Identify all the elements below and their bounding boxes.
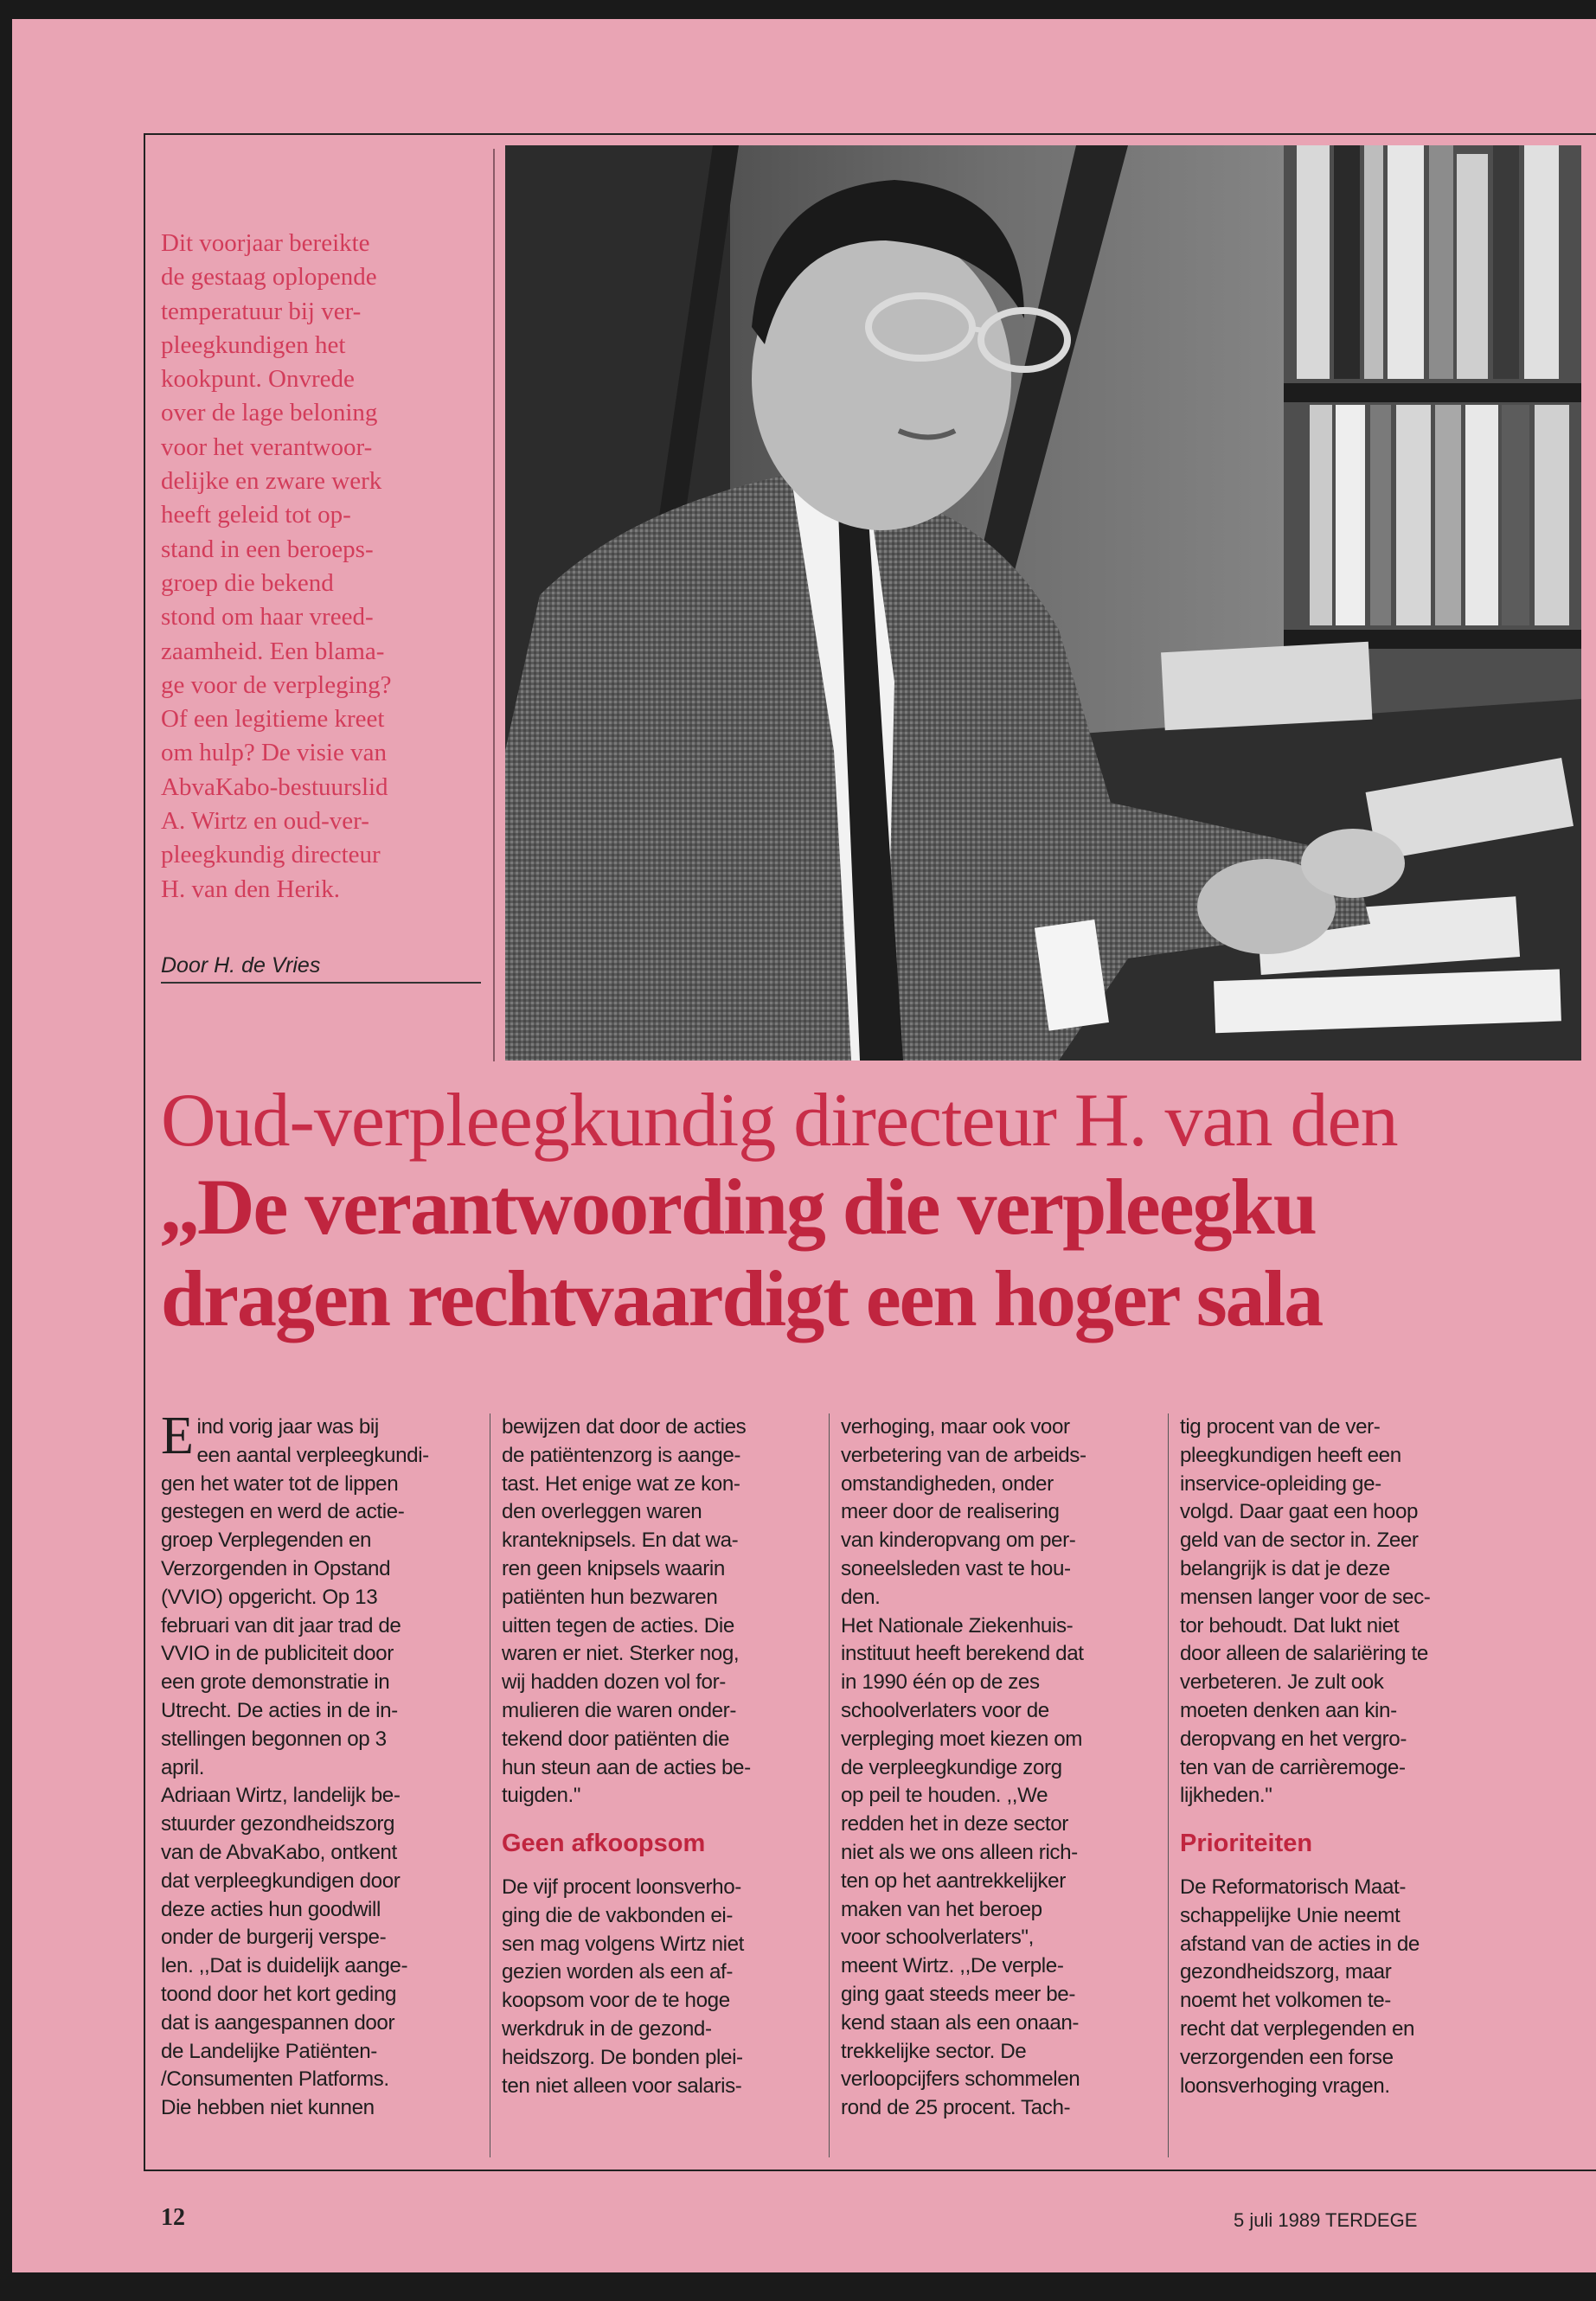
page-number: 12	[161, 2204, 185, 2231]
text-line: patiënten hun bezwaren	[502, 1585, 718, 1609]
text-line: gen het water tot de lippen	[161, 1471, 399, 1496]
text-line: A. Wirtz en oud-ver-	[161, 807, 369, 836]
text-line: deropvang en het vergro-	[1180, 1727, 1407, 1751]
article-column-1	[161, 1407, 472, 2123]
text-line: tuigden."	[502, 1784, 581, 1808]
text-line: deze acties hun goodwill	[161, 1897, 381, 1921]
text-line: uitten tegen de acties. Die	[502, 1613, 734, 1638]
text-line: De vijf procent loonsverho-	[502, 1875, 741, 1899]
text-line: ten op het aantrekkelijker	[841, 1868, 1066, 1893]
text-line: dat verpleegkundigen door	[161, 1868, 401, 1893]
text-line: februari van dit jaar trad de	[161, 1613, 401, 1638]
column-3-text	[841, 1413, 1152, 2123]
subheading-geen-afkoopsom: Geen afkoopsom	[502, 1830, 706, 1858]
column-1-text	[161, 1407, 472, 2123]
text-line: van de AbvaKabo, ontkent	[161, 1840, 397, 1864]
text-line: hun steun aan de acties be-	[502, 1755, 751, 1779]
text-line: zaamheid. Een blama-	[161, 637, 385, 665]
text-line: groep die bekend	[161, 568, 334, 597]
text-line: temperatuur bij ver-	[161, 297, 362, 325]
text-line: verhoging, maar ook voor	[841, 1415, 1070, 1439]
text-line: verpleging moet kiezen om	[841, 1727, 1083, 1751]
frame-rule-bottom	[144, 2170, 1596, 2171]
text-line: om hulp? De visie van	[161, 739, 387, 767]
text-line: heeft geleid tot op-	[161, 501, 351, 529]
article-column-2	[502, 1413, 813, 2100]
text-line: schappelijke Unie neemt	[1180, 1903, 1401, 1927]
text-line: over de lage beloning	[161, 399, 378, 427]
text-line: ge voor de verpleging?	[161, 670, 392, 699]
text-line: ren geen knipsels waarin	[502, 1556, 725, 1580]
text-line: De Reformatorisch Maat-	[1180, 1875, 1406, 1899]
text-line: voor het verantwoor-	[161, 433, 373, 461]
text-line: Dit voorjaar bereikte	[161, 229, 370, 257]
text-line: redden het in deze sector	[841, 1812, 1068, 1836]
intro-text	[161, 227, 481, 907]
text-line: stand in een beroeps-	[161, 535, 374, 563]
text-line: niet als we ons alleen rich-	[841, 1840, 1078, 1864]
text-line: mulieren die waren onder-	[502, 1698, 736, 1722]
headline	[161, 1161, 1322, 1344]
article-column-4	[1180, 1413, 1491, 2100]
text-line: ten van de carrièremoge-	[1180, 1755, 1406, 1779]
article-column-3	[841, 1413, 1152, 2123]
column-4-text-b	[1180, 1874, 1491, 2100]
text-line: de verpleegkundige zorg	[841, 1755, 1062, 1779]
text-line: soneelsleden vast te hou-	[841, 1556, 1071, 1580]
text-line: geld van de sector in. Zeer	[1180, 1529, 1419, 1553]
text-line: recht dat verplegenden en	[1180, 2016, 1415, 2041]
text-line: tor behoudt. Dat lukt niet	[1180, 1613, 1400, 1638]
text-line: stuurder gezondheidszorg	[161, 1812, 395, 1836]
text-line: ten niet alleen voor salaris-	[502, 2073, 742, 2098]
text-line: april.	[161, 1755, 205, 1779]
text-line: waren er niet. Sterker nog,	[502, 1642, 740, 1666]
magazine-page	[12, 19, 1596, 2272]
text-line: H. van den Herik.	[161, 875, 340, 903]
headline-line-2: dragen rechtvaardigt een hoger sala	[161, 1254, 1323, 1343]
byline-rule	[161, 982, 481, 984]
text-line: dat is aangespannen door	[161, 2010, 395, 2035]
text-line: Utrecht. De acties in de in-	[161, 1698, 398, 1722]
text-line: instituut heeft berekend dat	[841, 1642, 1084, 1666]
text-line: gezondheidszorg, maar	[1180, 1960, 1392, 1984]
text-line: meent Wirtz. ,,De verple-	[841, 1954, 1064, 1978]
text-line: verbeteren. Je zult ook	[1180, 1670, 1384, 1695]
column-2-text-a	[502, 1413, 813, 1811]
text-line: verzorgenden een forse	[1180, 2045, 1394, 2069]
text-line: rond de 25 procent. Tach-	[841, 2096, 1071, 2120]
text-line: /Consumenten Platforms.	[161, 2067, 389, 2092]
text-line: kend staan als een onaan-	[841, 2010, 1080, 2035]
headline-line-1: ,,De verantwoording die verpleegku	[161, 1163, 1316, 1251]
text-line: AbvaKabo-bestuurslid	[161, 772, 388, 801]
text-line: den.	[841, 1585, 881, 1609]
text-line: door alleen de salariëring te	[1180, 1642, 1428, 1666]
text-line: heidszorg. De bonden plei-	[502, 2045, 743, 2069]
text-line: Die hebben niet kunnen	[161, 2096, 375, 2120]
subheading-prioriteiten: Prioriteiten	[1180, 1830, 1313, 1858]
byline: Door H. de Vries	[161, 953, 321, 977]
text-line: werkdruk in de gezond-	[502, 2016, 712, 2041]
text-line: Verzorgenden in Opstand	[161, 1556, 391, 1580]
text-line: (VVIO) opgericht. Op 13	[161, 1585, 378, 1609]
text-line: pleegkundigen het	[161, 330, 346, 359]
text-line: tig procent van de ver-	[1180, 1415, 1381, 1439]
text-line: belangrijk is dat je deze	[1180, 1556, 1390, 1580]
text-line: de patiëntenzorg is aange-	[502, 1443, 741, 1467]
text-line: op peil te houden. ,,We	[841, 1784, 1048, 1808]
text-line: toond door het kort geding	[161, 1982, 396, 2006]
issue-date: 5 juli 1989 TERDEGE	[1234, 2209, 1418, 2231]
text-line: stond om haar vreed-	[161, 603, 374, 631]
text-line: meer door de realisering	[841, 1500, 1060, 1524]
text-line: VVIO in de publiciteit door	[161, 1642, 394, 1666]
text-line: wij hadden dozen vol for-	[502, 1670, 726, 1695]
text-line: maken van het beroep	[841, 1897, 1042, 1921]
column-2-text-b	[502, 1874, 813, 2100]
text-line: trekkelijke sector. De	[841, 2039, 1027, 2063]
column-4-text-a	[1180, 1413, 1491, 1811]
text-line: een aantal verpleegkundi-	[196, 1443, 429, 1467]
text-line: schoolverlaters voor de	[841, 1698, 1049, 1722]
text-line: inservice-opleiding ge-	[1180, 1471, 1381, 1496]
text-line: Adriaan Wirtz, landelijk be-	[161, 1784, 401, 1808]
text-line: len. ,,Dat is duidelijk aange-	[161, 1954, 408, 1978]
text-line: koopsom voor de te hoge	[502, 1989, 730, 2013]
text-line: van kinderopvang om per-	[841, 1529, 1076, 1553]
text-line: pleegkundig directeur	[161, 841, 381, 869]
text-line: Het Nationale Ziekenhuis-	[841, 1613, 1074, 1638]
text-line: kookpunt. Onvrede	[161, 365, 355, 394]
text-line: een grote demonstratie in	[161, 1670, 390, 1695]
kicker-line: Oud-verpleegkundig directeur H. van den	[161, 1079, 1398, 1163]
text-line: afstand van de acties in de	[1180, 1932, 1420, 1956]
text-line: voor schoolverlaters",	[841, 1926, 1034, 1950]
text-line: onder de burgerij verspe-	[161, 1926, 387, 1950]
text-line: kranteknipsels. En dat wa-	[502, 1529, 739, 1553]
text-line: pleegkundigen heeft een	[1180, 1443, 1401, 1467]
frame-rule-top	[144, 133, 1596, 135]
text-line: gezien worden als een af-	[502, 1960, 733, 1984]
text-line: lijkheden."	[1180, 1784, 1272, 1808]
text-line: ging gaat steeds meer be-	[841, 1982, 1076, 2006]
column-divider	[1168, 1413, 1169, 2157]
text-line: omstandigheden, onder	[841, 1471, 1054, 1496]
text-line: volgd. Daar gaat een hoop	[1180, 1500, 1419, 1524]
text-line: gestegen en werd de actie-	[161, 1500, 405, 1524]
text-line: noemt het volkomen te-	[1180, 1989, 1391, 2013]
text-line: sen mag volgens Wirtz niet	[502, 1932, 744, 1956]
frame-rule-left	[144, 133, 145, 2171]
text-line: loonsverhoging vragen.	[1180, 2073, 1390, 2098]
text-line: ind vorig jaar was bij	[196, 1415, 379, 1439]
text-line: bewijzen dat door de acties	[502, 1415, 747, 1439]
text-line: groep Verplegenden en	[161, 1529, 372, 1553]
text-line: verloopcijfers schommelen	[841, 2067, 1080, 2092]
text-line: Of een legitieme kreet	[161, 705, 385, 734]
text-line: delijke en zware werk	[161, 467, 382, 496]
intro-divider	[493, 149, 495, 1061]
portrait-photo	[505, 145, 1581, 1061]
text-line: ging die de vakbonden ei-	[502, 1903, 734, 1927]
text-line: den overleggen waren	[502, 1500, 702, 1524]
text-line: tekend door patiënten die	[502, 1727, 729, 1751]
text-line: mensen langer voor de sec-	[1180, 1585, 1431, 1609]
text-line: de gestaag oplopende	[161, 263, 377, 292]
drop-cap: E	[161, 1407, 194, 1465]
column-divider	[829, 1413, 830, 2157]
text-line: in 1990 één op de zes	[841, 1670, 1040, 1695]
text-line: tast. Het enige wat ze kon-	[502, 1471, 740, 1496]
text-line: de Landelijke Patiënten-	[161, 2039, 377, 2063]
text-line: moeten denken aan kin-	[1180, 1698, 1397, 1722]
text-line: verbetering van de arbeids-	[841, 1443, 1086, 1467]
text-line: stellingen begonnen op 3	[161, 1727, 387, 1751]
